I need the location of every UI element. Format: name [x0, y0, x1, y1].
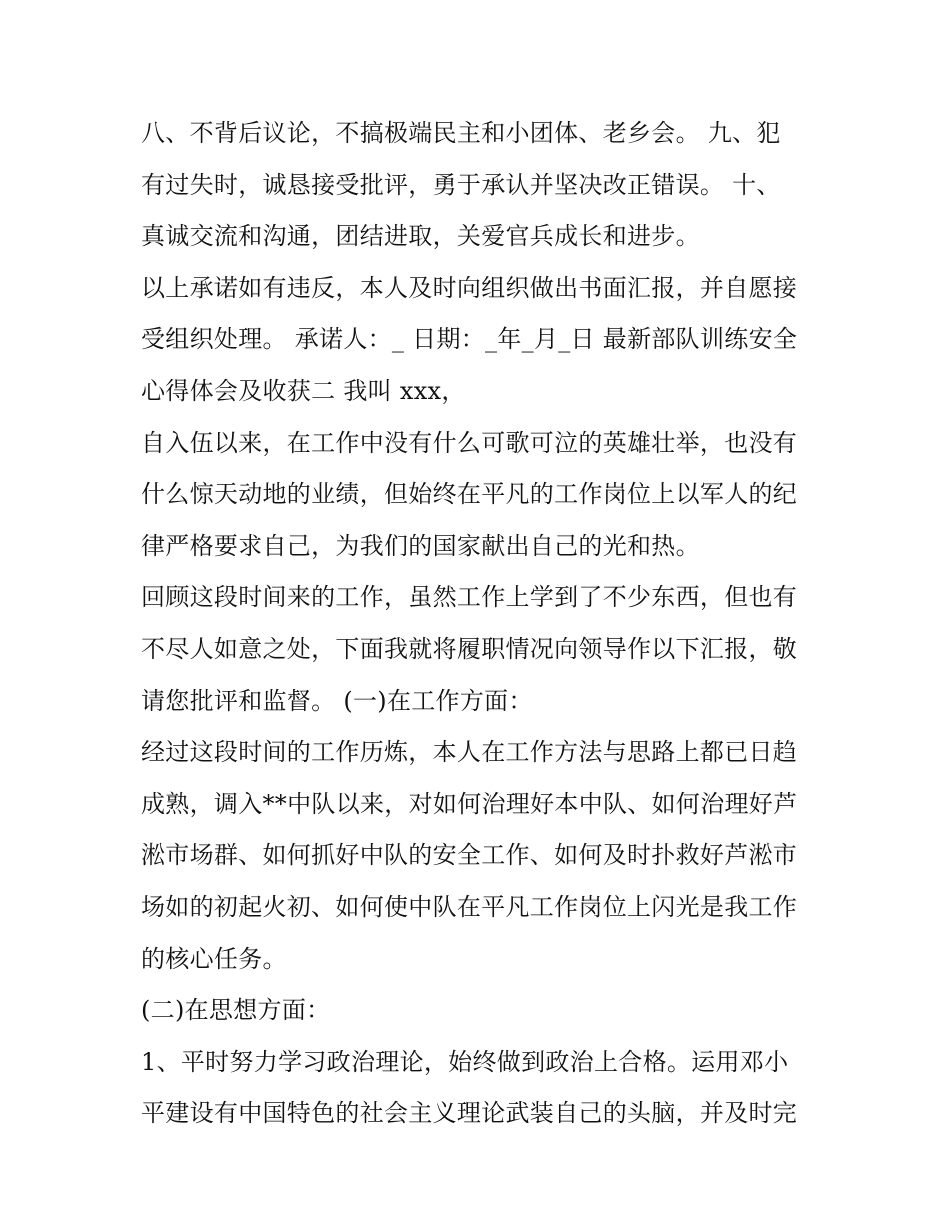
text-line: 什么惊天动地的业绩，但始终在平凡的工作岗位上以军人的纪 [141, 480, 798, 509]
text-line: 以上承诺如有违反，本人及时向组织做出书面汇报，并自愿接 [141, 273, 798, 302]
text-line: 1、平时努力学习政治理论，始终做到政治上合格。运用邓小 [141, 1047, 789, 1076]
text-line: 回顾这段时间来的工作，虽然工作上学到了不少东西，但也有 [141, 583, 798, 612]
text-line: 律严格要求自己，为我们的国家献出自己的光和热。 [141, 531, 700, 560]
text-line: 八、不背后议论，不搞极端民主和小团体、老乡会。 九、犯 [141, 119, 781, 147]
text-line: 请您批评和监督。 (一)在工作方面： [141, 686, 533, 715]
text-line: 成熟，调入**中队以来，对如何治理好本中队、如何治理好芦 [141, 789, 798, 818]
text-line: 受组织处理。 承诺人：_ 日期：_年_月_日 最新部队训练安全 [141, 325, 798, 354]
text-line: 不尽人如意之处，下面我就将履职情况向领导作以下汇报，敬 [141, 634, 798, 663]
text-line: 心得体会及收获二 我叫 xxx， [141, 376, 466, 405]
text-line: 的核心任务。 [141, 944, 287, 973]
text-line: 淞市场群、如何抓好中队的安全工作、如何及时扑救好芦淞市 [141, 841, 798, 870]
text-line: 真诚交流和沟通，团结进取，关爱官兵成长和进步。 [141, 222, 700, 251]
body-text [141, 108, 821, 1140]
text-line: (二)在思想方面： [141, 996, 331, 1025]
text-line: 经过这段时间的工作历炼，本人在工作方法与思路上都已日趋 [141, 738, 798, 767]
text-line: 自入伍以来，在工作中没有什么可歌可泣的英雄壮举，也没有 [141, 428, 798, 457]
text-line: 平建设有中国特色的社会主义理论武装自己的头脑，并及时完 [141, 1099, 798, 1128]
text-line: 有过失时，诚恳接受批评，勇于承认并坚决改正错误。 十、 [141, 170, 781, 199]
text-line: 场如的初起火初、如何使中队在平凡工作岗位上闪光是我工作 [141, 892, 798, 921]
